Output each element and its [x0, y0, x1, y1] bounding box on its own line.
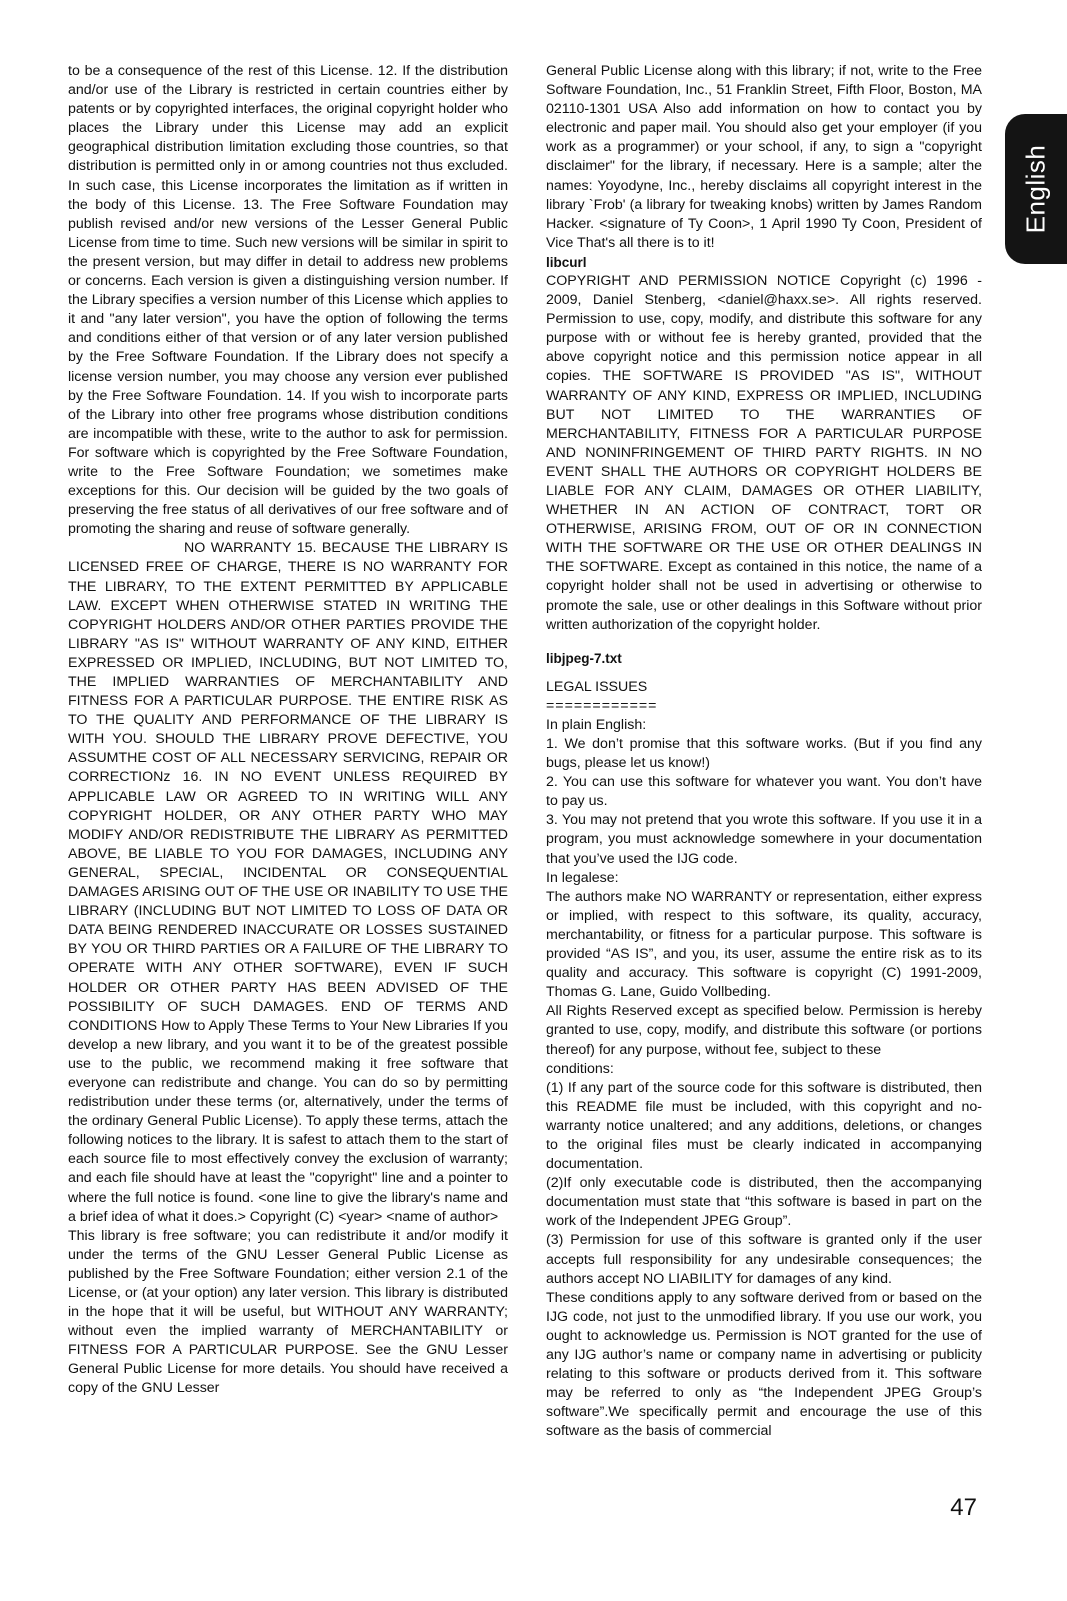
in-legalese-label: In legalese:	[546, 869, 619, 886]
no-warranty-section: NO WARRANTY 15. BECAUSE THE LIBRARY IS LICENSED FREE OF CHARGE, THERE IS NO WARRANTY FOR THE LIBRARY, TO THE EXTENT PERMITTED BY APPLICABLE LAW. EXCEPT WHEN OTHERWISE STATED IN WRITING THE COPYRIGHT HOLDERS AND/OR OTHER PARTIES PROVIDE THE LIBRARY "AS IS" WITHOUT WARRANTY OF ANY KIND, EITHER EXPRESSED OR IMPLIED, INCLUDING, BUT NOT LIMITED TO, THE IMPLIED WARRANTIES OF MERCHANTABILITY AND FITNESS FOR A PARTICULAR PURPOSE. THE ENTIRE RISK AS TO THE QUALITY AND PERFORMANCE OF THE LIBRARY IS WITH YOU. SHOULD THE LIBRARY PROVE DEFECTIVE, YOU ASSUMTHE COST OF ALL NECESSARY SERVICING, REPAIR OR CORRECTIONz 16. IN NO EVENT UNLESS REQUIRED BY APPLICABLE LAW OR AGREED TO IN WRITING WILL ANY COPYRIGHT HOLDER, OR ANY OTHER PARTY WHO MAY MODIFY AND/OR REDISTRIBUTE THE LIBRARY AS PERMITTED ABOVE, BE LIABLE TO YOU FOR DAMAGES, INCLUDING ANY GENERAL, SPECIAL, INCIDENTAL OR CONSEQUENTIAL DAMAGES ARISING OUT OF THE USE OR INABILITY TO USE THE LIBRARY (INCLUDING BUT NOT LIMITED TO LOSS OF DATA OR DATA BEING RENDERED INACCURATE OR LOSSES SUSTAINED BY YOU OR THIRD PARTIES OR A FAILURE OF THE LIBRARY TO OPERATE WITH ANY OTHER SOFTWARE), EVEN IF SUCH HOLDER OR OTHER PARTY HAS BEEN ADVISED OF THE POSSIBILITY OF SUCH DAMAGES. END OF TERMS AND CONDITIONS How to Apply These Terms to Your New Libraries If you develop a new library, and you want it to be of the greatest possible use to the public, we recommend making it free software that everyone can redistribute and change. You can do so by permitting redistribution under these terms (or, alternatively, under the terms of the ordinary General Public License). To apply these terms, attach the following notices to the library. It is safest to attach them to the start of each source file to most effectively convey the exclusion of warranty; and each file should have at least the "copyright" line and a pointer to where the full notice is found. <one line to give the library's name and a brief idea of what it does.> Copyright (C) <year> <name of author>	[68, 540, 508, 1225]
plain-english-item-3: 3. You may not pretend that you wrote this software. If you use it in a program, you must acknowledge somewhere in your documentation that you’ve used the IJG code.	[546, 812, 982, 867]
condition-2: (2)If only executable code is distributed, then the accompanying documentation must state that “this software is based in part on the work of the Independent JPEG Group”.	[546, 1175, 982, 1230]
legal-issues-underline: ============	[546, 697, 658, 714]
in-plain-english-label: In plain English:	[546, 716, 647, 733]
conditions-label: conditions:	[546, 1060, 614, 1077]
language-side-tab	[1005, 114, 1067, 264]
libcurl-notice: COPYRIGHT AND PERMISSION NOTICE Copyright (c) 1996 - 2009, Daniel Stenberg, <daniel@haxx.se>. All rights reserved. Permission to use, copy, modify, and distribute this software for any purpose with or without fee is hereby granted, provided that the above copyright notice and this permission notice appear in all copies. THE SOFTWARE IS PROVIDED "AS IS", WITHOUT WARRANTY OF ANY KIND, EXPRESS OR IMPLIED, INCLUDING BUT NOT LIMITED TO THE WARRANTIES OF MERCHANTABILITY, FITNESS FOR A PARTICULAR PURPOSE AND NONINFRINGEMENT OF THIRD PARTY RIGHTS. IN NO EVENT SHALL THE AUTHORS OR COPYRIGHT HOLDERS BE LIABLE FOR ANY CLAIM, DAMAGES OR OTHER LIABILITY, WHETHER IN AN ACTION OF CONTRACT, TORT OR OTHERWISE, ARISING FROM, OUT OF OR IN CONNECTION WITH THE SOFTWARE OR THE USE OR OTHER DEALINGS IN THE SOFTWARE. Except as contained in this notice, the name of a copyright holder shall not be used in advertising or otherwise to promote the sale, use or other dealings in this Software without prior written authorization of the copyright holder.	[546, 272, 982, 633]
plain-english-item-2: 2. You can use this software for whatever you want. You don’t have to pay us.	[546, 774, 982, 810]
plain-english-item-1: 1. We don’t promise that this software works. (But if you find any bugs, please let us know!)	[546, 736, 982, 772]
library-notice-text: This library is free software; you can redistribute it and/or modify it under the terms of the GNU Lesser General Public License as published by the Free Software Foundation; either version 2.1 of the License, or (at your option) any later version. This library is distributed in the hope that it will be useful, but WITHOUT ANY WARRANTY; without even the implied warranty of MERCHANTABILITY or FITNESS FOR A PARTICULAR PURPOSE. See the GNU Lesser General Public License for more details. You should have received a copy of the GNU Lesser	[68, 1227, 508, 1397]
gpl-continuation: General Public License along with this library; if not, write to the Free Software Foundation, Inc., 51 Franklin Street, Fifth Floor, Boston, MA 02110-1301 USA Also add information on how to contact you by electronic and paper mail. You should also get your employer (if you work as a programmer) or your school, if any, to sign a "copyright disclaimer" for the library, if necessary. Here is a sample; alter the names: Yoyodyne, Inc., hereby disclaims all copyright interest in the library `Frob' (a library for tweaking knobs) written by James Random Hacker. <signature of Ty Coon>, 1 April 1990 Ty Coon, President of Vice That's all there is to it!	[546, 63, 982, 251]
rights-reserved-text: All Rights Reserved except as specified below. Permission is hereby granted to use, copy, modify, and distribute this software (or portions thereof) for any purpose, without fee, subject to these	[546, 1003, 982, 1058]
libcurl-heading: libcurl	[546, 254, 587, 270]
legalese-text: The authors make NO WARRANTY or representation, either express or implied, with respect to this software, its quality, accuracy, merchantability, or fitness for a particular purpose. This software is provided “AS IS”, and you, its user, assume the entire risk as to its quality and accuracy. This software is copyright (C) 1991-2009, Thomas G. Lane, Guido Vollbeding.	[546, 888, 982, 1001]
legal-issues-title: LEGAL ISSUES	[546, 678, 648, 695]
condition-3: (3) Permission for use of this software is granted only if the user accepts full responsibility for any undesirable consequences; the authors accept NO LIABILITY for damages of any kind.	[546, 1232, 982, 1287]
libjpeg-heading: libjpeg-7.txt	[546, 650, 622, 666]
condition-1: (1) If any part of the source code for this software is distributed, then this README file must be included, with this copyright and no-warranty notice unaltered; and any additions, deletions, or changes to the original files must be clearly indicated in accompanying documentation.	[546, 1079, 982, 1173]
language-tab-label: English	[1020, 144, 1051, 234]
conditions-apply-text: These conditions apply to any software derived from or based on the IJG code, not just to the unmodified library. If you use our work, you ought to acknowledge us. Permission is NOT granted for the use of any IJG author’s name or company name in advertising or publicity relating to this software or products derived from it. This software may be referred to only as “the Independent JPEG Group’s software”.We specifically permit and encourage the use of this software as the basis of commercial	[546, 1289, 982, 1440]
page-number: 47	[950, 1494, 977, 1521]
right-column	[546, 62, 982, 1441]
license-section-12-14: to be a consequence of the rest of this License. 12. If the distribution and/or use of the Library is restricted in certain countries either by patents or by copyrighted interfaces, the original copyright holder who places the Library under this License may add an explicit geographical distribution limitation excluding those countries, so that distribution is permitted only in or among countries not thus excluded. In such case, this License incorporates the limitation as if written in the body of this License. 13. The Free Software Foundation may publish revised and/or new versions of the Lesser General Public License from time to time. Such new versions will be similar in spirit to the present version, but may differ in detail to address new problems or concerns. Each version is given a distinguishing version number. If the Library specifies a version number of this License which applies to it and "any later version", you have the option of following the terms and conditions either of that version or of any later version published by the Free Software Foundation. If the Library does not specify a license version number, you may choose any version ever published by the Free Software Foundation. 14. If you wish to incorporate parts of the Library into other free programs whose distribution conditions are incompatible with these, write to the author to ask for permission. For software which is copyrighted by the Free Software Foundation, write to the Free Software Foundation; we sometimes make exceptions for this. Our decision will be guided by the two goals of preserving the free status of all derivatives of our free software and of promoting the sharing and reuse of software generally.	[68, 63, 508, 538]
left-column	[68, 62, 508, 1399]
